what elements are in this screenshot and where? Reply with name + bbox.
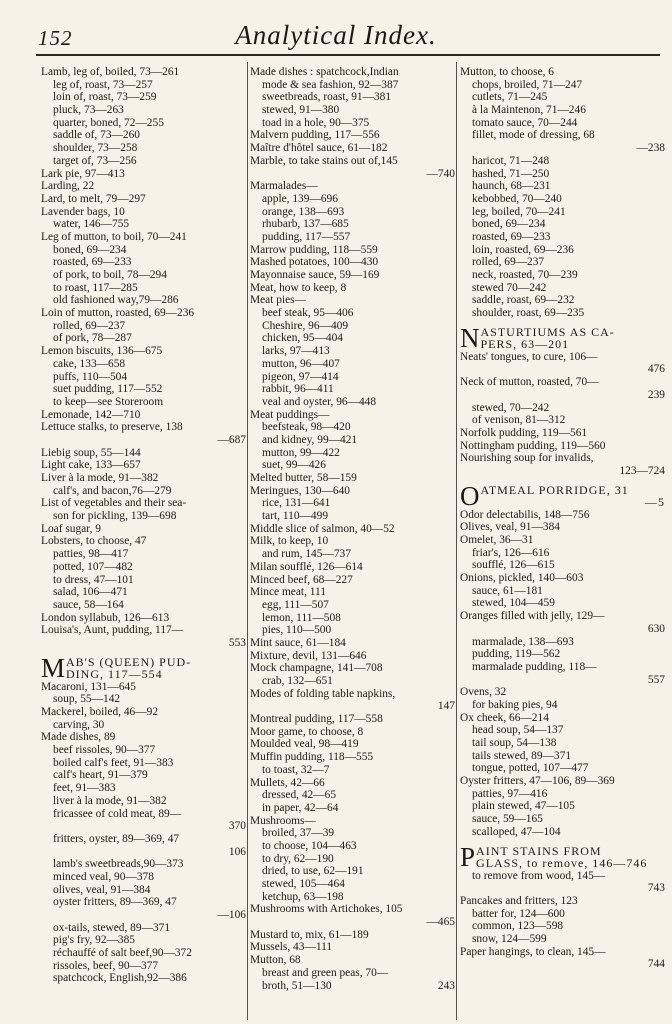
index-subentry: rhubarb, 137—685 bbox=[262, 218, 349, 231]
index-subentry: boned, 69—234 bbox=[53, 243, 127, 256]
index-entry: Meat pies— bbox=[250, 294, 306, 307]
index-subentry: soup, 55—142 bbox=[53, 693, 121, 706]
index-subentry: salad, 106—471 bbox=[53, 586, 128, 599]
index-subentry: sauce, 59—165 bbox=[472, 813, 543, 826]
page-number: 152 bbox=[38, 26, 73, 50]
index-subentry: to remove from wood, 145— bbox=[472, 869, 606, 882]
header-rule bbox=[36, 54, 660, 56]
index-subentry: carving, 30 bbox=[53, 718, 105, 731]
index-entry: Mince meat, 111 bbox=[250, 586, 327, 599]
index-entry: Olives, veal, 91—384 bbox=[460, 521, 560, 534]
index-subentry: leg of, roast, 73—257 bbox=[53, 78, 153, 91]
section-heading-line: GLASS, to remove, 146—746 bbox=[476, 856, 648, 871]
index-column-3 bbox=[460, 66, 665, 971]
index-subentry: boned, 69—234 bbox=[472, 218, 546, 231]
index-subentry: patties, 97—416 bbox=[472, 787, 548, 800]
index-subentry: hashed, 71—250 bbox=[472, 167, 550, 180]
index-subentry: dried, to use, 62—191 bbox=[262, 865, 364, 878]
drop-cap: M bbox=[41, 652, 66, 683]
index-subentry: boiled calf's feet, 91—383 bbox=[53, 756, 174, 769]
index-entry: Mustard to, mix, 61—189 bbox=[250, 928, 369, 941]
index-continuation: 743 bbox=[647, 882, 665, 895]
page-title: Analytical Index. bbox=[235, 20, 437, 50]
index-entry: Montreal pudding, 117—558 bbox=[250, 713, 383, 726]
index-entry: Melted butter, 58—159 bbox=[250, 472, 357, 484]
section-heading bbox=[460, 841, 665, 872]
index-continuation: 557 bbox=[647, 673, 665, 686]
index-entry: Mullets, 42—66 bbox=[250, 776, 325, 789]
index-subentry: sauce, 58—164 bbox=[53, 598, 124, 611]
index-subentry: stewed, 91—380 bbox=[262, 104, 340, 117]
index-subentry: puffs, 110—504 bbox=[53, 370, 128, 383]
index-continuation: 106 bbox=[228, 845, 246, 858]
index-subentry: tail soup, 54—138 bbox=[472, 737, 557, 749]
index-entry: Muffin pudding, 118—555 bbox=[250, 751, 374, 764]
index-subentry: marmalade, 138—693 bbox=[472, 635, 574, 648]
index-subentry: stewed 70—242 bbox=[472, 281, 547, 294]
index-entry: Pancakes and fritters, 123 bbox=[460, 894, 578, 907]
index-entry: Lavender bags, 10 bbox=[41, 205, 125, 218]
index-subentry: toad in a hole, 90—375 bbox=[262, 116, 370, 129]
section-heading-line: AINT STAINS FROM bbox=[476, 843, 602, 858]
index-subentry: tart, 110—499 bbox=[262, 510, 329, 523]
index-subentry: stewed, 105—464 bbox=[262, 878, 345, 890]
index-subentry: cake, 133—658 bbox=[53, 357, 126, 370]
index-subentry: rissoles, beef, 90—377 bbox=[53, 959, 159, 972]
index-entry: Lamb, leg of, boiled, 73—261 bbox=[41, 66, 180, 78]
section-heading-line: PERS, 63—201 bbox=[480, 337, 570, 352]
index-subentry: water, 146—755 bbox=[53, 218, 130, 231]
index-entry: Milk, to keep, 10 bbox=[250, 535, 329, 548]
index-subentry: apple, 139—696 bbox=[262, 192, 338, 205]
index-entry: Paper hangings, to clean, 145— bbox=[460, 945, 606, 958]
index-subentry: feet, 91—383 bbox=[53, 782, 116, 795]
index-subentry: neck, roasted, 70—239 bbox=[472, 269, 578, 281]
index-entry: Larding, 22 bbox=[41, 180, 95, 193]
index-subentry: chops, broiled, 71—247 bbox=[472, 78, 583, 91]
index-subentry: pluck, 73—263 bbox=[53, 104, 124, 117]
index-subentry: egg, 111—507 bbox=[262, 598, 329, 611]
index-entry: Marble, to take stains out of,145 bbox=[250, 154, 398, 167]
index-subentry: breast and green peas, 70— bbox=[262, 966, 389, 979]
index-subentry: tomato sauce, 70—244 bbox=[472, 116, 578, 129]
index-subentry: marmalade pudding, 118— bbox=[472, 660, 597, 673]
index-subentry: rabbit, 96—411 bbox=[262, 383, 334, 396]
index-subentry: chicken, 95—404 bbox=[262, 332, 343, 345]
index-entry: Middle slice of salmon, 40—52 bbox=[250, 522, 395, 535]
index-subentry: rice, 131—641 bbox=[262, 497, 331, 510]
index-subentry: mutton, 96—407 bbox=[262, 357, 340, 370]
section-heading-line: AB'S (QUEEN) PUD- bbox=[66, 654, 192, 669]
drop-cap: P bbox=[460, 841, 476, 872]
index-entry: Meat puddings— bbox=[250, 408, 330, 421]
index-continuation: 147 bbox=[437, 700, 455, 713]
index-entry: Mutton, to choose, 6 bbox=[460, 66, 554, 78]
section-heading-line: ASTURTIUMS AS CA- bbox=[480, 324, 615, 339]
index-entry: Macaroni, 131—645 bbox=[41, 680, 136, 693]
index-continuation: —740 bbox=[426, 167, 455, 180]
index-subentry: batter for, 124—600 bbox=[472, 907, 565, 920]
index-subentry: pigeon, 97—414 bbox=[262, 370, 339, 383]
index-subentry: suet, 99—426 bbox=[262, 459, 326, 472]
index-continuation: 123—724 bbox=[619, 464, 665, 477]
index-subentry: kebobbed, 70—240 bbox=[472, 192, 562, 205]
index-entry: Neck of mutton, roasted, 70— bbox=[460, 376, 599, 389]
index-subentry: sweetbreads, roast, 91—381 bbox=[262, 91, 392, 104]
index-subentry: shoulder, roast, 69—235 bbox=[472, 307, 585, 320]
index-entry: Moulded veal, 98—419 bbox=[250, 738, 359, 751]
index-subentry: in paper, 42—64 bbox=[262, 801, 339, 814]
index-subentry: to roast, 117—285 bbox=[53, 281, 138, 294]
index-subentry: pies, 110—500 bbox=[262, 624, 332, 637]
index-subentry: to toast, 32—7 bbox=[262, 763, 330, 776]
index-continuation: 553 bbox=[228, 636, 246, 649]
index-subentry: potted, 107—482 bbox=[53, 560, 133, 573]
index-subentry: haricot, 71—248 bbox=[472, 154, 550, 167]
index-subentry: head soup, 54—137 bbox=[472, 724, 564, 737]
index-subentry: stewed, 70—242 bbox=[472, 401, 550, 414]
index-subentry: of venison, 81—312 bbox=[472, 414, 566, 427]
index-entry: Oranges filled with jelly, 129— bbox=[460, 610, 605, 623]
index-subentry: pig's fry, 92—385 bbox=[53, 934, 135, 947]
page-header bbox=[0, 0, 672, 60]
index-subentry: of pork, to boil, 78—294 bbox=[53, 269, 167, 281]
index-subentry: pudding, 119—562 bbox=[472, 648, 561, 661]
index-subentry: orange, 138—693 bbox=[262, 205, 345, 218]
index-entry: Made dishes, 89 bbox=[41, 731, 116, 744]
index-entry: Leg of mutton, to boil, 70—241 bbox=[41, 230, 187, 243]
index-subentry: patties, 98—417 bbox=[53, 548, 129, 561]
index-page-ref: 243 bbox=[437, 979, 455, 992]
index-entry: Mayonnaise sauce, 59—169 bbox=[250, 269, 380, 281]
index-subentry: larks, 97—413 bbox=[262, 345, 330, 358]
index-entry: Liebig soup, 55—144 bbox=[41, 446, 141, 459]
index-continuation: —238 bbox=[636, 142, 665, 155]
index-entry: Mutton, 68 bbox=[250, 954, 301, 967]
index-subentry: saddle, roast, 69—232 bbox=[472, 294, 575, 307]
index-subentry: minced veal, 90—378 bbox=[53, 870, 154, 883]
index-subentry: to keep—see Storeroom bbox=[53, 395, 164, 408]
index-entry: Lobsters, to choose, 47 bbox=[41, 535, 147, 548]
index-subentry: haunch, 68—231 bbox=[472, 180, 551, 193]
index-subentry: to dry, 62—190 bbox=[262, 852, 334, 865]
index-entry: Lemon biscuits, 136—675 bbox=[41, 345, 163, 358]
index-subentry: broth, 51—130 243 bbox=[262, 979, 455, 992]
index-subentry: loin, roasted, 69—236 bbox=[472, 243, 574, 256]
index-entry: Oyster fritters, 47—106, 89—369 bbox=[460, 775, 615, 788]
index-entry: Loin of mutton, roasted, 69—236 bbox=[41, 307, 195, 320]
index-continuation: 239 bbox=[647, 388, 665, 401]
index-subentry: son for pickling, 139—698 bbox=[53, 510, 177, 523]
index-entry: Marmalades— bbox=[250, 180, 318, 193]
index-continuation: —465 bbox=[426, 916, 455, 929]
drop-cap: O bbox=[460, 480, 480, 511]
index-subentry: dressed, 42—65 bbox=[262, 789, 337, 802]
index-subentry: Cheshire, 96—409 bbox=[262, 319, 349, 332]
index-subentry: soufflé, 126—615 bbox=[472, 559, 555, 572]
index-subentry: spatchcock, English,92—386 bbox=[53, 972, 187, 985]
index-entry: List of vegetables and their sea- bbox=[41, 497, 187, 510]
index-entry: Mock champagne, 141—708 bbox=[250, 662, 383, 675]
index-subentry: veal and oyster, 96—448 bbox=[262, 395, 377, 408]
index-entry: Lard, to melt, 79—297 bbox=[41, 192, 146, 205]
index-entry: Louisa's, Aunt, pudding, 117— bbox=[41, 624, 184, 637]
index-entry: Modes of folding table napkins, bbox=[250, 687, 396, 700]
column-divider bbox=[456, 62, 457, 1020]
drop-cap: N bbox=[460, 322, 480, 353]
index-subentry: old fashioned way,79—286 bbox=[53, 294, 179, 307]
index-subentry: quarter, boned, 72—255 bbox=[53, 116, 164, 129]
index-entry: Mussels, 43—111 bbox=[250, 941, 333, 954]
index-subentry: cutlets, 71—245 bbox=[472, 91, 548, 104]
index-entry: Malvern pudding, 117—556 bbox=[250, 129, 380, 142]
index-continuation: —687 bbox=[217, 433, 246, 446]
index-subentry: à la Maintenon, 71—246 bbox=[472, 104, 586, 117]
index-entry: London syllabub, 126—613 bbox=[41, 611, 170, 624]
index-entry: Moor game, to choose, 8 bbox=[250, 725, 364, 738]
index-entry: Mackerel, boiled, 46—92 bbox=[41, 706, 159, 718]
index-entry: Mint sauce, 61—184 bbox=[250, 636, 346, 649]
index-subentry: broiled, 37—39 bbox=[262, 827, 335, 840]
index-subentry: beef rissoles, 90—377 bbox=[53, 744, 156, 757]
index-column-2 bbox=[250, 66, 455, 992]
index-entry: Maître d'hôtel sauce, 61—182 bbox=[250, 142, 388, 155]
index-subentry: beefsteak, 98—420 bbox=[262, 421, 351, 434]
index-continuation: —106 bbox=[217, 909, 246, 921]
index-entry: Marrow pudding, 118—559 bbox=[250, 243, 378, 256]
index-entry: Lettuce stalks, to preserve, 138 bbox=[41, 421, 183, 434]
index-subentry: pudding, 117—557 bbox=[262, 230, 351, 243]
index-continuation: 630 bbox=[647, 622, 665, 635]
index-entry: Mashed potatoes, 100—430 bbox=[250, 256, 379, 269]
index-entry: Lark pie, 97—413 bbox=[41, 167, 125, 180]
index-subentry: to choose, 104—463 bbox=[262, 839, 357, 852]
index-entry: Ovens, 32 bbox=[460, 686, 507, 699]
index-entry: Onions, pickled, 140—603 bbox=[460, 572, 584, 585]
index-subentry: beef steak, 95—406 bbox=[262, 307, 354, 320]
index-entry: Light cake, 133—657 bbox=[41, 459, 141, 472]
index-entry: Nottingham pudding, 119—560 bbox=[460, 439, 606, 452]
index-subentry: tongue, potted, 107—477 bbox=[472, 762, 589, 775]
index-subentry: fritters, oyster, 89—369, 47 bbox=[53, 832, 180, 845]
index-subentry: saddle of, 73—260 bbox=[53, 129, 140, 142]
index-subentry: of pork, 78—287 bbox=[53, 332, 132, 345]
index-subentry: suet pudding, 117—552 bbox=[53, 383, 163, 396]
index-subentry: mode & sea fashion, 92—387 bbox=[262, 78, 399, 91]
index-subentry: crab, 132—651 bbox=[262, 675, 333, 687]
index-entry: Milan soufflé, 126—614 bbox=[250, 560, 363, 573]
index-entry: Mushrooms with Artichokes, 105 bbox=[250, 903, 403, 916]
index-subentry: ox-tails, stewed, 89—371 bbox=[53, 921, 171, 934]
index-entry: Lemonade, 142—710 bbox=[41, 408, 141, 421]
index-subentry: lamb's sweetbreads,90—373 bbox=[53, 858, 184, 871]
index-subentry: for baking pies, 94 bbox=[472, 698, 558, 711]
index-subentry: friar's, 126—616 bbox=[472, 546, 550, 559]
index-subentry: rolled, 69—237 bbox=[472, 256, 545, 269]
index-subentry: plain stewed, 47—105 bbox=[472, 800, 575, 813]
index-entry: Odor delectabilis, 148—756 bbox=[460, 508, 590, 521]
index-entry: Nourishing soup for invalids, bbox=[460, 452, 594, 465]
index-subentry: stewed, 104—459 bbox=[472, 597, 555, 610]
index-subentry: fillet, mode of dressing, 68 bbox=[472, 129, 595, 142]
index-entry: Liver à la mode, 91—382 bbox=[41, 472, 159, 484]
index-subentry: leg, boiled, 70—241 bbox=[472, 205, 566, 218]
section-heading-line: —5 bbox=[645, 495, 665, 510]
index-subentry: lemon, 111—508 bbox=[262, 611, 341, 624]
index-subentry: common, 123—598 bbox=[472, 920, 564, 933]
index-subentry: ketchup, 63—198 bbox=[262, 890, 344, 903]
section-heading-line: ATMEAL PORRIDGE, 31 bbox=[480, 482, 629, 497]
section-heading bbox=[460, 322, 665, 353]
index-entry: Omelet, 36—31 bbox=[460, 534, 534, 546]
section-heading-line: DING, 117—554 bbox=[66, 667, 163, 682]
index-subentry: loin of, roast, 73—259 bbox=[53, 91, 157, 104]
index-subentry: snow, 124—599 bbox=[472, 932, 547, 945]
index-entry: Minced beef, 68—227 bbox=[250, 573, 353, 586]
index-subentry: and rum, 145—737 bbox=[262, 548, 351, 561]
column-divider bbox=[247, 62, 248, 1020]
section-heading bbox=[460, 480, 665, 511]
index-continuation: 476 bbox=[647, 363, 665, 376]
index-continuation: 370 bbox=[228, 820, 246, 833]
index-continuation: 744 bbox=[647, 958, 665, 971]
index-subentry: sauce, 61—181 bbox=[472, 584, 543, 597]
section-heading bbox=[41, 652, 246, 683]
index-entry: Meat, how to keep, 8 bbox=[250, 281, 347, 294]
index-subentry: olives, veal, 91—384 bbox=[53, 883, 151, 896]
index-column-1 bbox=[41, 66, 246, 985]
index-entry: Mushrooms— bbox=[250, 814, 316, 827]
index-entry: Meringues, 130—640 bbox=[250, 484, 350, 497]
index-subentry: roasted, 69—233 bbox=[472, 230, 551, 243]
index-entry: Made dishes : spatchcock,Indian bbox=[250, 66, 399, 78]
index-subentry: mutton, 99—422 bbox=[262, 446, 340, 459]
index-subentry: fricassee of cold meat, 89— bbox=[53, 807, 182, 820]
index-subentry: target of, 73—256 bbox=[53, 154, 137, 167]
index-entry: Ox cheek, 66—214 bbox=[460, 711, 549, 724]
index-subentry: scalloped, 47—104 bbox=[472, 825, 561, 838]
index-subentry: roasted, 69—233 bbox=[53, 256, 132, 269]
index-subentry: oyster fritters, 89—369, 47 bbox=[53, 896, 177, 909]
index-entry: Norfolk pudding, 119—561 bbox=[460, 426, 588, 439]
index-subentry: to dress, 47—101 bbox=[53, 573, 134, 586]
index-entry: Neats' tongues, to cure, 106— bbox=[460, 350, 598, 363]
index-subentry: shoulder, 73—258 bbox=[53, 142, 138, 155]
index-subentry: rolled, 69—237 bbox=[53, 319, 126, 332]
index-subentry: tails stewed, 89—371 bbox=[472, 749, 572, 762]
index-subentry: calf's, and bacon,76—279 bbox=[53, 484, 172, 497]
index-entry: Loaf sugar, 9 bbox=[41, 522, 101, 535]
index-entry: Mixture, devil, 131—646 bbox=[250, 649, 367, 662]
index-subentry: réchauffé of salt beef,90—372 bbox=[53, 947, 192, 960]
index-subentry: and kidney, 99—421 bbox=[262, 433, 358, 446]
index-subentry: calf's heart, 91—379 bbox=[53, 769, 148, 782]
index-subentry: liver à la mode, 91—382 bbox=[53, 794, 167, 807]
